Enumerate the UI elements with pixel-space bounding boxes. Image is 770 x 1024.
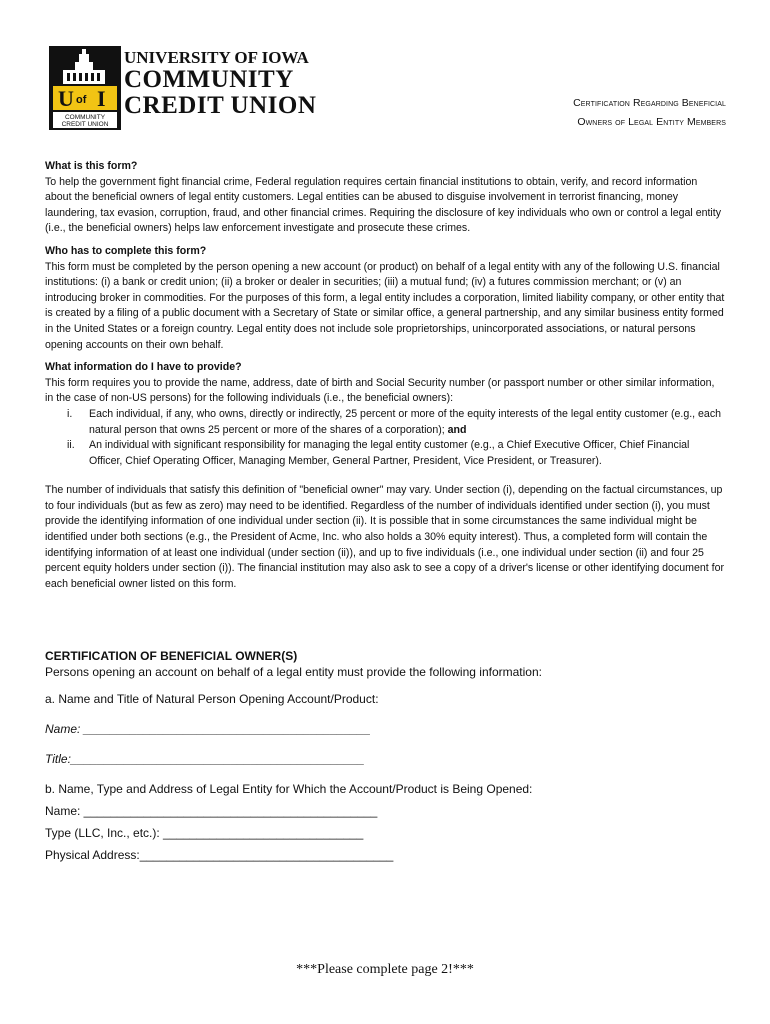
svg-text:of: of [76,94,87,106]
credit-union-logo [49,46,317,132]
answer-info: This form requires you to provide the name, address, date of birth and Social Security number (or passport number or other similar information, in the case of non-US persons) for the following individuals (i.e., the beneficial owners): [45,376,715,405]
question-what: What is this form? [45,160,138,172]
list-item-text: An individual with significant responsibility for managing the legal entity customer (e.g., a Chief Executive Officer, Chief Financial Officer, Chief Operating Officer, Managing Member, General Partner, President, Vice President, or Treasurer). [89,439,690,467]
list-item-conjunction: and [447,423,467,436]
answer-what: To help the government fight financial crime, Federal regulation requires certain financial institutions to obtain, verify, and record information about the beneficial owners of legal entity customers. Legal entities can be abused to disguise involvement in terrorist financing, money laundering, tax evasion, corruption, fraud, and other financial crimes. Requiring the disclosure of key individuals who own or control a legal entity (i.e., the beneficial owners) helps law enforcement investigate and prosecute these crimes. [45,175,722,235]
entity-type-field[interactable]: Type (LLC, Inc., etc.): ______________________________ [45,826,364,840]
svg-text:I: I [97,86,106,111]
beneficial-owner-list [45,407,725,469]
svg-text:CREDIT UNION: CREDIT UNION [61,121,109,128]
form-title-line1: Certification Regarding Beneficial [573,97,726,109]
list-item [45,438,725,469]
list-item-number: ii. [67,439,75,452]
answer-who: This form must be completed by the person opening a new account (or product) on behalf of a legal entity with any of the following U.S. financial institutions: (i) a bank or credit union; (ii) a broker or dealer in securities; (iii) a mutual fund; (iv) a futures commission merchant; or (v) an introducing broker in commodities. For the purposes of this form, a legal entity includes a corporation, limited liability company, or other entity that is created by a filing of a public document with a Secretary of State or similar office, a general partnership, and any similar business entity formed in the United States or a foreign country. Legal entity does not include sole proprietorships, unincorporated associations, or natural persons opening accounts on their own behalf. [45,260,725,351]
question-info: What information do I have to provide? [45,361,242,374]
logo-line-university: UNIVERSITY OF IOWA [124,48,309,67]
logo-line-credit-union: CREDIT UNION [124,92,317,119]
physical-address-field[interactable]: Physical Address:______________________________________ [45,848,394,862]
section-a-label: a. Name and Title of Natural Person Opening Account/Product: [45,692,379,706]
list-item [45,407,725,438]
svg-text:COMMUNITY: COMMUNITY [64,114,106,121]
list-item-number: i. [67,407,73,420]
section-b-label: b. Name, Type and Address of Legal Entity for Which the Account/Product is Being Opened: [45,782,533,796]
form-title-line2: Owners of Legal Entity Members [577,116,726,128]
footer-note: ***Please complete page 2!*** [296,962,474,977]
logo-wordmark [124,48,316,119]
logo-line-community: COMMUNITY [124,66,294,93]
svg-text:U: U [58,86,74,111]
form-title [573,94,726,132]
question-who: Who has to complete this form? [45,244,207,257]
list-item-text: Each individual, if any, who owns, directly or indirectly, 25 percent or more of the equity interests of the legal entity customer (e.g., each natural person that owns 25 percent or more of the shares of a corporation); [89,407,722,436]
certification-section [45,648,735,863]
person-title-field[interactable]: Title:____________________________________________ [45,752,365,766]
certification-heading: CERTIFICATION OF BENEFICIAL OWNER(S) [45,649,298,663]
beneficial-owner-count-paragraph: The number of individuals that satisfy this definition of "beneficial owner" may vary. Under section (i), depending on the factual circumstances, up to four individuals (but as few as zero) may need to be identified. Regardless of the number of individuals identified under section (i), you must provide the identifying information of one individual under section (ii). It is possible that in some circumstances the same individual might be identified under both sections (e.g., the President of Acme, Inc. who also holds a 30% equity interest). Thus, a completed form will contain the identifying information of at least one individual (under section (ii)), and up to five individuals (i.e., one individual under section (ii) and four 25 percent equity holders under section (i)). The financial institution may also ask to see a copy of a driver's license or other identifying document for each beneficial owner listed on this form. [45,484,724,590]
certification-subheading: Persons opening an account on behalf of a legal entity must provide the following information: [45,665,542,679]
logo-badge-icon [49,46,121,130]
entity-name-field[interactable]: Name: ____________________________________________ [45,804,378,818]
instructions [45,159,725,599]
person-name-field[interactable]: Name: ___________________________________________ [45,722,371,736]
